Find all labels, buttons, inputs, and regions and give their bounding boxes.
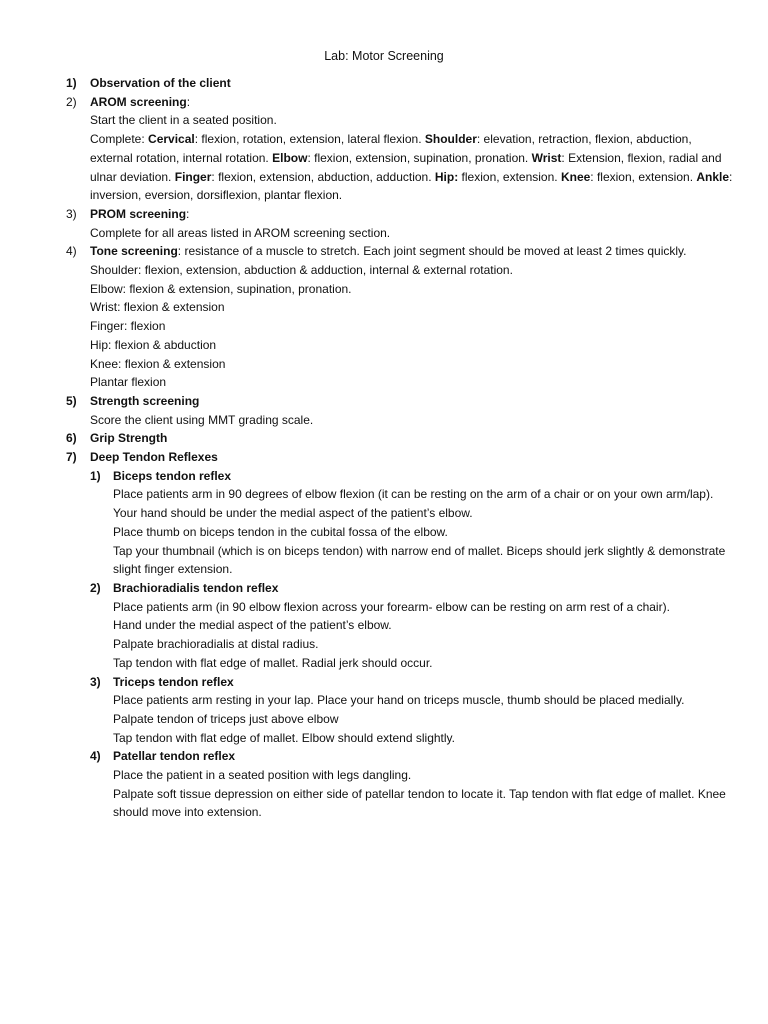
term-shoulder: Shoulder [424, 132, 477, 147]
list-item-strength [66, 392, 736, 429]
document-body [66, 74, 736, 822]
text-run: : flexion, extension. [590, 169, 697, 184]
item-number: 6) [66, 431, 77, 446]
body-line: Elbow: flexion & extension, supination, pronation. [90, 281, 352, 296]
body-line: Place patients arm (in 90 elbow flexion across your forearm- elbow can be resting on arm rest of a chair). [113, 599, 670, 614]
body-line: Palpate brachioradialis at distal radius. [113, 637, 319, 652]
body-line: Tap your thumbnail (which is on biceps tendon) with narrow end of mallet. Biceps should jerk slightly & demonstrate slight finger extension. [113, 543, 726, 577]
subitem-number: 3) [90, 674, 101, 689]
text-run: Complete: [90, 132, 149, 147]
item-number: 1) [66, 76, 77, 90]
subitem-number: 1) [90, 468, 101, 483]
body-line: Place the patient in a seated position with legs dangling. [113, 768, 412, 783]
arom-complete-paragraph [90, 130, 736, 205]
item-heading: Observation of the client [90, 76, 231, 90]
text-run: : flexion, extension, abduction, adduction. [211, 169, 435, 184]
body-line: Knee: flexion & extension [90, 356, 226, 371]
list-item-dtr [66, 448, 736, 822]
item-number: 3) [66, 206, 77, 221]
body-line: Score the client using MMT grading scale. [90, 412, 314, 427]
sublist-item-biceps [90, 467, 736, 579]
subitem-heading: Patellar tendon reflex [113, 749, 236, 764]
text-run: : elevation, retraction, flexion, abduction, external rotation, internal rotation. [90, 132, 692, 165]
subitem-number: 2) [90, 580, 101, 595]
sublist-item-patellar [90, 747, 736, 822]
sublist-item-brachioradialis [90, 579, 736, 673]
text-run: : inversion, eversion, dorsiflexion, plantar flexion. [90, 169, 733, 203]
list-item-tone [66, 242, 736, 392]
heading-suffix: : [186, 206, 190, 221]
body-line: Wrist: flexion & extension [90, 300, 225, 315]
sublist-item-triceps [90, 673, 736, 748]
list-item-prom [66, 205, 736, 242]
heading-suffix: : [186, 94, 191, 109]
term-wrist: Wrist [531, 150, 562, 165]
body-line: Finger: flexion [90, 319, 166, 334]
subitem-heading: Triceps tendon reflex [113, 674, 234, 689]
list-item-arom [66, 93, 736, 205]
item-number: 2) [66, 94, 77, 109]
body-line: Shoulder: flexion, extension, abduction & adduction, internal & external rotation. [90, 263, 513, 278]
item-number: 5) [66, 393, 77, 408]
subitem-heading: Brachioradialis tendon reflex [113, 580, 279, 595]
list-item-observation [66, 74, 736, 93]
item-heading: Deep Tendon Reflexes [90, 450, 218, 465]
term-knee: Knee [560, 169, 591, 184]
body-line: Complete for all areas listed in AROM screening section. [90, 225, 391, 240]
body-line: Palpate tendon of triceps just above elbow [113, 711, 339, 726]
body-line: Hand under the medial aspect of the patient’s elbow. [113, 618, 392, 633]
term-cervical: Cervical [148, 132, 195, 147]
body-line: Place patients arm resting in your lap. Place your hand on triceps muscle, thumb should be placed medially. [113, 693, 685, 708]
body-line: Hip: flexion & abduction [90, 337, 217, 352]
item-heading-line [90, 93, 736, 112]
text-run: flexion, extension. [458, 169, 561, 184]
item-heading: PROM screening [90, 206, 187, 221]
text-run: : flexion, extension, supination, pronation. [307, 150, 532, 165]
term-elbow: Elbow [272, 150, 308, 165]
subitem-number: 4) [90, 749, 101, 764]
item-heading: AROM screening [90, 94, 187, 109]
text-run: : flexion, rotation, extension, lateral flexion. [194, 132, 425, 147]
item-number: 7) [66, 450, 77, 465]
page-title: Lab: Motor Screening [324, 49, 444, 63]
item-number: 4) [66, 244, 77, 259]
term-ankle: Ankle [696, 169, 730, 184]
item-heading-line [90, 242, 736, 261]
term-finger: Finger [174, 169, 212, 184]
item-heading: Grip Strength [90, 431, 168, 446]
body-line: Start the client in a seated position. [90, 113, 277, 128]
item-heading: Strength screening [90, 393, 200, 408]
body-line: Plantar flexion [90, 375, 167, 390]
subitem-heading: Biceps tendon reflex [113, 468, 232, 483]
list-item-grip [66, 429, 736, 448]
item-heading-line [90, 205, 736, 224]
body-line: Tap tendon with flat edge of mallet. Elbow should extend slightly. [113, 730, 455, 745]
term-hip: Hip: [434, 169, 459, 184]
item-heading: Tone screening [90, 244, 178, 259]
body-line: Palpate soft tissue depression on either side of patellar tendon to locate it. Tap tendon with flat edge of mallet. Knee should move into extension. [113, 786, 726, 820]
text-run: : Extension, flexion, radial and ulnar deviation. [90, 150, 722, 184]
reflex-sublist [90, 467, 736, 822]
heading-suffix: : resistance of a muscle to stretch. Each joint segment should be moved at least 2 times quickly. [177, 244, 687, 259]
body-line: Tap tendon with flat edge of mallet. Radial jerk should occur. [113, 655, 433, 670]
body-line: Place thumb on biceps tendon in the cubital fossa of the elbow. [113, 524, 448, 539]
body-line: Place patients arm in 90 degrees of elbow flexion (it can be resting on the arm of a chair or on your own arm/lap). Your hand should be under the medial aspect of the patient’s elbow. [113, 487, 714, 521]
